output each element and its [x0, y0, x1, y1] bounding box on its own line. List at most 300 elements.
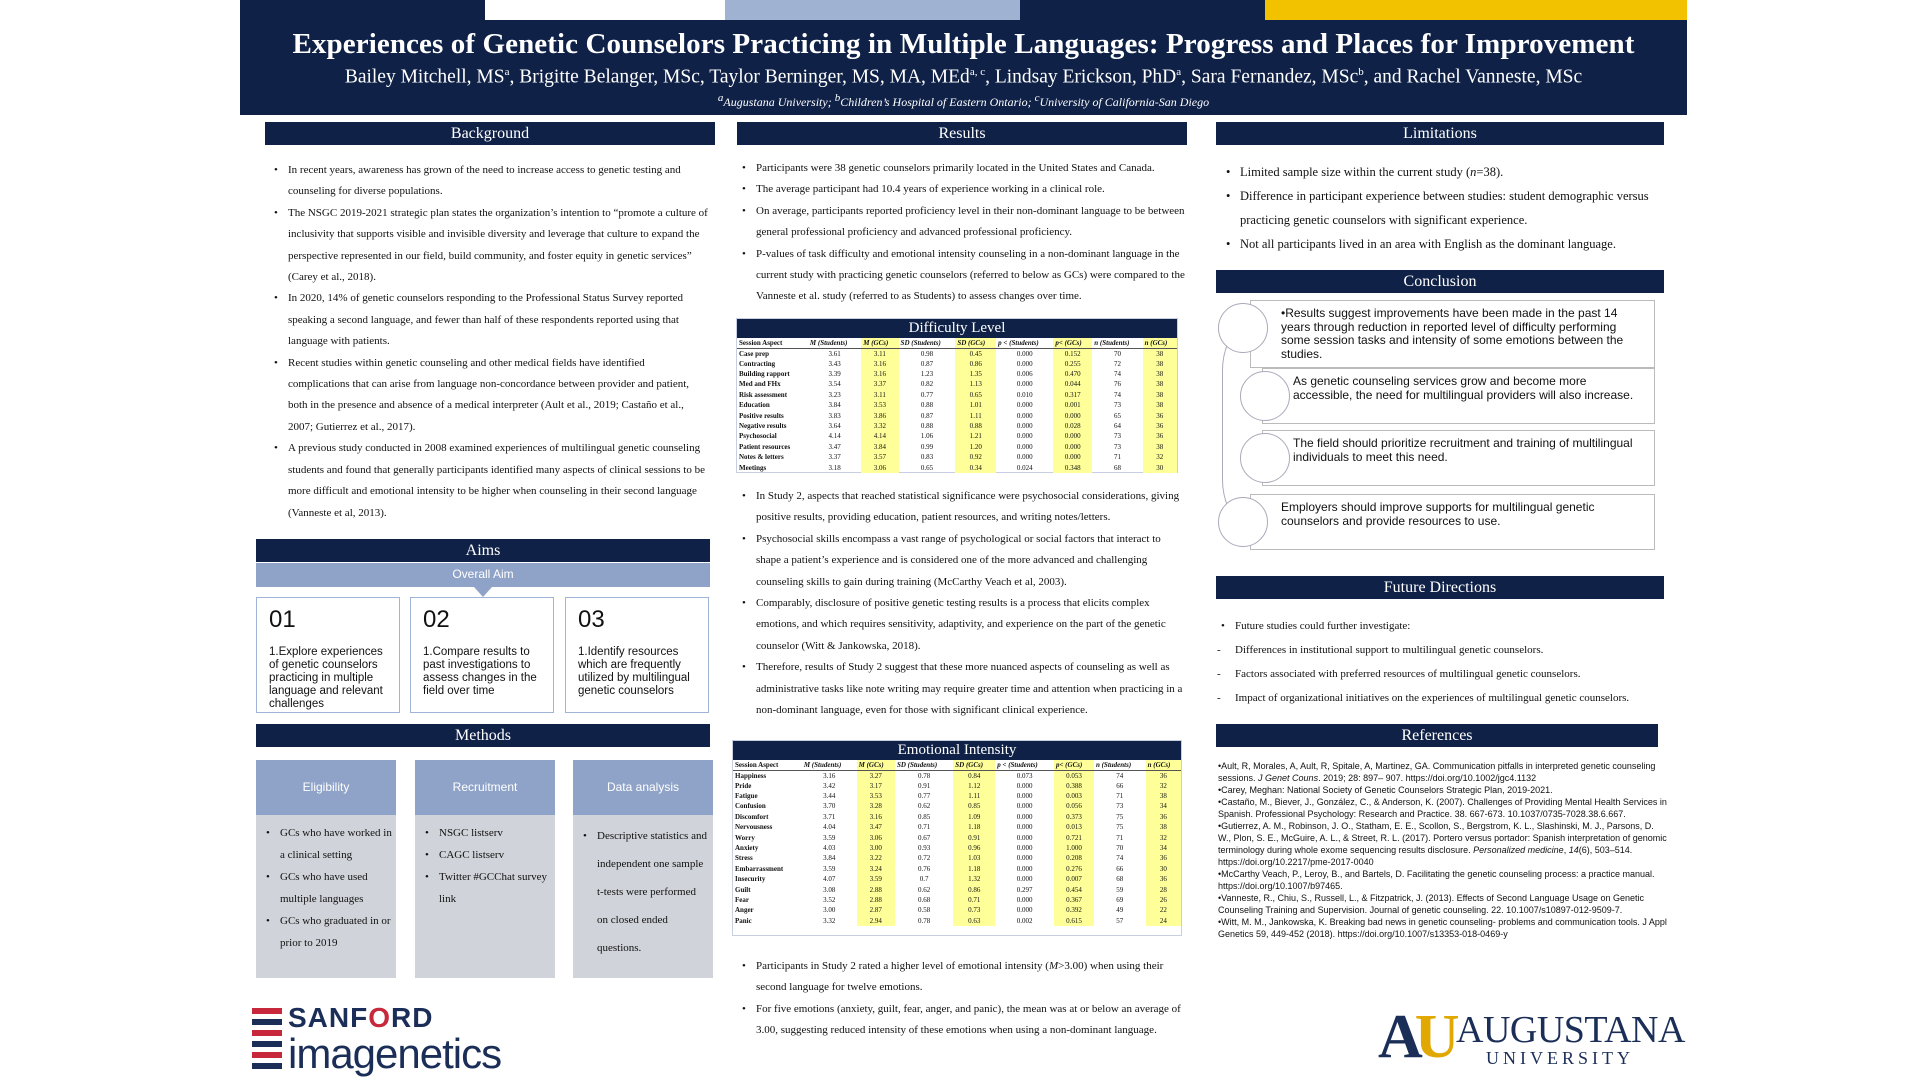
table-header-cell: M (GCs) — [861, 338, 898, 348]
table-cell: 3.32 — [861, 421, 898, 431]
background-bullet: • The NSGC 2019-2021 strategic plan states the organization’s intention to “promote a culture of inclusivity that supports visible and invisible diversity and leverage that culture to expand the perspective represented in our field, build community, and foster equity in genetic services” (Carey et al., 2018). — [268, 203, 708, 289]
table-cell: 3.22 — [857, 853, 895, 863]
header-stripe-4 — [1020, 0, 1265, 20]
table-cell: 4.04 — [823, 823, 836, 832]
table-cell: 0.000 — [1016, 792, 1033, 801]
table-cell: 0.392 — [1054, 905, 1094, 915]
table-cell: 0.62 — [917, 885, 931, 894]
table-cell: 1.12 — [953, 781, 995, 791]
results-mid-bullet: • Comparably, disclosure of positive genetic testing results is a process that elicits complex emotions, and which requires sensitivity, adaptivity, and experience on the part of the genetic counselor (Witt & Jankowska, 2018). — [736, 593, 1186, 657]
table-cell: 3.16 — [861, 359, 898, 369]
table-cell: 3.59 — [823, 864, 836, 873]
table-cell: 0.024 — [1016, 463, 1033, 472]
table-cell: 3.47 — [828, 442, 841, 451]
future-item: - Impact of organizational initiatives on the experiences of multilingual genetic counselors. — [1215, 686, 1665, 710]
conclusion-item: •Results suggest improvements have been made in the past 14 years through reduction in reported level of difficulty performing some session tasks and intensity of some emotions between the studies. — [1250, 300, 1655, 368]
table-cell: 0.34 — [955, 462, 996, 472]
table-header-cell: SD (Students) — [899, 338, 956, 348]
emotional-row — [733, 781, 1181, 791]
methods-item: • GCs who graduated in or prior to 2019 — [260, 910, 392, 954]
table-cell: 0.000 — [1053, 452, 1092, 462]
table-cell: 71 — [1116, 833, 1124, 842]
conclusion-marker-icon — [1240, 433, 1290, 483]
table-cell: 1.20 — [955, 442, 996, 452]
table-cell: 36 — [1146, 874, 1181, 884]
aim-number: 03 — [578, 606, 605, 633]
conclusion-heading: Conclusion — [1216, 270, 1664, 293]
table-cell: 0.88 — [920, 401, 934, 410]
limitations-heading: Limitations — [1216, 122, 1664, 145]
sanford-text-2: RD — [391, 1002, 434, 1033]
sanford-imagenetics-logo — [250, 1002, 510, 1080]
table-cell: Positive results — [739, 411, 784, 420]
methods-heading: Methods — [256, 724, 710, 747]
emotional-table — [733, 760, 1181, 926]
table-cell: 74 — [1116, 771, 1124, 780]
table-cell: 38 — [1146, 822, 1181, 832]
table-cell: 72 — [1113, 359, 1121, 368]
table-cell: 32 — [1146, 832, 1181, 842]
augustana-name: AUGUSTANA — [1456, 1009, 1685, 1051]
table-cell: 73 — [1113, 442, 1121, 451]
conclusion-marker-icon — [1240, 371, 1290, 421]
reference-item: •Gutierrez, A. M., Robinson, J. O., Statham, E. E., Scollon, S., Bergstrom, K. L., Slashinski, M. J., Parsons, D. W., Plon, S. E., McGuire, A. L., & Street, R. L. (2017). Portero versus portador: Spanish interpretation of genomic terminology during whole exome sequencing results disclosure. Personalized medicine, 14(6), 503–514. https://doi.org/10.2217/pme-2017-0040 — [1218, 821, 1667, 867]
difficulty-row — [737, 421, 1177, 431]
table-cell: 3.53 — [857, 791, 895, 801]
table-cell: 66 — [1116, 781, 1124, 790]
table-cell: 0.001 — [1053, 400, 1092, 410]
table-cell: 3.53 — [861, 400, 898, 410]
aim-text: 1.Identify resources which are frequently utilized by multilingual genetic counselors — [578, 646, 690, 697]
table-cell: 0.000 — [1053, 410, 1092, 420]
emotional-row — [733, 832, 1181, 842]
table-cell: 1.35 — [955, 369, 996, 379]
table-cell: 36 — [1146, 770, 1181, 781]
background-bullet: • In 2020, 14% of genetic counselors responding to the Professional Status Survey reported speaking a second language, and fewer than half of these respondents reported using that language with patients. — [268, 288, 708, 352]
methods-item: • CAGC listserv — [419, 844, 551, 866]
table-cell: 0.000 — [1016, 895, 1033, 904]
table-cell: 0.92 — [955, 452, 996, 462]
table-header-cell: p < (Students) — [995, 760, 1054, 770]
table-cell: Case prep — [739, 349, 770, 358]
future-item: - Factors associated with preferred resources of multilingual genetic counselors. — [1215, 662, 1665, 686]
table-cell: 0.76 — [917, 864, 931, 873]
aim-box-01 — [256, 597, 400, 713]
table-cell: 3.23 — [828, 390, 841, 399]
methods-item: • GCs who have used multiple languages — [260, 866, 392, 910]
future-bullets — [1215, 614, 1665, 710]
table-header-cell: Session Aspect — [733, 760, 802, 770]
table-cell: 38 — [1143, 359, 1177, 369]
table-header-cell: M (Students) — [808, 338, 861, 348]
table-cell: 73 — [1116, 802, 1124, 811]
table-cell: 0.45 — [955, 348, 996, 359]
table-cell: 3.71 — [823, 812, 836, 821]
table-cell: 2.87 — [857, 905, 895, 915]
table-cell: 38 — [1146, 791, 1181, 801]
table-cell: 0.7 — [919, 875, 929, 884]
augustana-monogram-a: A — [1378, 1003, 1423, 1071]
table-cell: 32 — [1143, 452, 1177, 462]
results-end-bullet: • Participants in Study 2 rated a higher level of emotional intensity (M>3.00) when using their second language for twelve emotions. — [736, 956, 1191, 999]
results-intro-bullets — [736, 158, 1186, 308]
table-cell: 0.276 — [1054, 864, 1094, 874]
table-cell: 0.85 — [953, 801, 995, 811]
table-cell: 68 — [1113, 463, 1121, 472]
table-cell: 0.367 — [1054, 895, 1094, 905]
table-cell: 3.52 — [823, 895, 836, 904]
aim-box-03 — [565, 597, 709, 713]
table-cell: 0.073 — [1016, 771, 1033, 780]
table-cell: 0.91 — [953, 832, 995, 842]
table-cell: 2.88 — [857, 895, 895, 905]
table-cell: 0.000 — [1016, 432, 1033, 441]
table-cell: 3.28 — [857, 801, 895, 811]
table-header-cell: p< (GCs) — [1054, 760, 1094, 770]
table-cell: 3.59 — [857, 874, 895, 884]
table-cell: 0.470 — [1053, 369, 1092, 379]
table-cell: 36 — [1143, 421, 1177, 431]
table-cell: 1.18 — [953, 822, 995, 832]
background-bullet: • A previous study conducted in 2008 examined experiences of multilingual genetic counseling students and found that generally participants identified many aspects of clinical sessions to be more difficult and emotional intensity to be higher when counseling in their second language (Vanneste et al, 2013). — [268, 438, 708, 524]
aim-number: 02 — [423, 606, 450, 633]
table-cell: Med and FHx — [739, 380, 781, 389]
difficulty-row — [737, 431, 1177, 441]
table-cell: 22 — [1146, 905, 1181, 915]
table-cell: 38 — [1143, 348, 1177, 359]
table-cell: 26 — [1146, 895, 1181, 905]
augustana-subtitle: UNIVERSITY — [1486, 1048, 1634, 1068]
table-cell: 3.00 — [857, 843, 895, 853]
table-cell: 1.11 — [955, 410, 996, 420]
table-cell: 0.000 — [1016, 401, 1033, 410]
table-cell: 30 — [1143, 462, 1177, 472]
table-cell: 0.73 — [953, 905, 995, 915]
table-cell: 59 — [1116, 885, 1124, 894]
imagenetics-wordmark: imagenetics — [288, 1030, 502, 1077]
limitations-bullet: • Limited sample size within the current study (n=38). — [1220, 160, 1660, 184]
augustana-monogram-u: U — [1414, 1003, 1460, 1071]
table-cell: 0.88 — [920, 422, 934, 431]
table-cell: 36 — [1143, 410, 1177, 420]
table-cell: 3.00 — [823, 906, 836, 915]
table-cell: 0.87 — [920, 359, 934, 368]
table-cell: 3.06 — [857, 832, 895, 842]
table-cell: 0.96 — [953, 843, 995, 853]
table-header-cell: n (GCs) — [1143, 338, 1177, 348]
table-cell: Panic — [735, 916, 752, 925]
table-cell: 3.16 — [861, 369, 898, 379]
table-cell: 3.44 — [823, 792, 836, 801]
table-cell: 0.83 — [920, 453, 934, 462]
emotional-row — [733, 905, 1181, 915]
difficulty-row — [737, 379, 1177, 389]
table-cell: 0.348 — [1053, 462, 1092, 472]
conclusion-marker-icon — [1218, 497, 1268, 547]
table-cell: 73 — [1113, 432, 1121, 441]
table-cell: 1.11 — [953, 791, 995, 801]
table-cell: 71 — [1116, 792, 1124, 801]
table-header-cell: n (Students) — [1094, 760, 1146, 770]
table-cell: 0.255 — [1053, 359, 1092, 369]
table-cell: 0.000 — [1016, 823, 1033, 832]
methods-column-data-analysis — [573, 760, 713, 978]
table-cell: 3.83 — [828, 411, 841, 420]
emotional-row — [733, 853, 1181, 863]
table-cell: 32 — [1146, 781, 1181, 791]
overall-aim-label: Overall Aim — [452, 567, 514, 581]
table-cell: 0.002 — [1016, 916, 1033, 925]
table-cell: 1.13 — [955, 379, 996, 389]
poster-affiliations: $^a$Augustana University; $^b$Children’s Hospital of Eastern Ontario; $^c$University of California-San Diego — [717, 91, 1210, 109]
table-cell: 0.65 — [920, 463, 934, 472]
table-cell: 3.64 — [828, 422, 841, 431]
table-cell: 0.056 — [1054, 801, 1094, 811]
table-cell: 3.47 — [857, 822, 895, 832]
table-cell: 1.000 — [1054, 843, 1094, 853]
emotional-row — [733, 770, 1181, 781]
table-cell: 0.71 — [917, 823, 931, 832]
conclusion-item: Employers should improve supports for multilingual genetic counselors and provide resources to use. — [1250, 494, 1655, 550]
table-cell: 0.208 — [1054, 853, 1094, 863]
table-cell: 3.16 — [823, 771, 836, 780]
table-cell: 64 — [1113, 422, 1121, 431]
methods-column-eligibility — [256, 760, 396, 978]
aim-box-02 — [410, 597, 554, 713]
emotional-row — [733, 884, 1181, 894]
table-cell: 0.000 — [1053, 431, 1092, 441]
emotional-table-title: Emotional Intensity — [733, 741, 1181, 760]
results-intro-bullet: • Participants were 38 genetic counselors primarily located in the United States and Canada. — [736, 158, 1186, 179]
methods-item: • NSGC listserv — [419, 822, 551, 844]
poster-header — [240, 20, 1687, 115]
emotional-row — [733, 801, 1181, 811]
table-cell: Anxiety — [735, 844, 759, 853]
reference-item: •Ault, R, Morales, A, Ault, R, Spitale, A, Martinez, GA. Communication pitfalls in interpreted genetic counseling sessions. J Genet Couns. 2019; 28: 897– 907. https://doi.org/10.1002/jgc4.1132 — [1218, 761, 1656, 783]
table-cell: 0.86 — [953, 884, 995, 894]
table-cell: 75 — [1116, 812, 1124, 821]
conclusion-item: The field should prioritize recruitment and training of multilingual individuals to meet this need. — [1262, 430, 1655, 486]
table-cell: Negative results — [739, 422, 787, 431]
table-cell: 0.62 — [917, 802, 931, 811]
table-cell: Meetings — [739, 463, 767, 472]
table-cell: 4.14 — [828, 432, 841, 441]
table-cell: 0.88 — [955, 421, 996, 431]
references-heading: References — [1216, 724, 1658, 747]
table-cell: Embarrassment — [735, 864, 784, 873]
future-item: - Differences in institutional support to multilingual genetic counselors. — [1215, 638, 1665, 662]
table-cell: 3.59 — [823, 833, 836, 842]
table-cell: 38 — [1143, 390, 1177, 400]
table-header-cell: n (GCs) — [1146, 760, 1181, 770]
table-cell: 71 — [1113, 453, 1121, 462]
table-cell: 3.11 — [861, 348, 898, 359]
table-cell: 0.000 — [1016, 442, 1033, 451]
table-cell: Notes & letters — [739, 453, 784, 462]
table-cell: Contracting — [739, 359, 776, 368]
limitations-bullets — [1220, 160, 1660, 256]
header-stripe-1 — [240, 0, 485, 20]
dna-helix-icon — [250, 1004, 284, 1076]
table-cell: 30 — [1146, 864, 1181, 874]
aims-heading: Aims — [256, 539, 710, 562]
emotional-row — [733, 895, 1181, 905]
table-header-cell: SD (Students) — [895, 760, 953, 770]
background-bullet: • Recent studies within genetic counseling and other medical fields have identified complications that can arise from language non-concordance between provider and patient, both in the presence and absence of a medical interpreter (Ault et al., 2019; Castaño et al., 2007; Gutierrez et al., 2017). — [268, 353, 708, 439]
table-cell: 24 — [1146, 916, 1181, 926]
table-cell: 66 — [1116, 864, 1124, 873]
table-cell: 0.78 — [917, 916, 931, 925]
table-cell: Pride — [735, 781, 752, 790]
methods-column-title: Eligibility — [256, 760, 396, 815]
table-cell: 0.000 — [1016, 349, 1033, 358]
table-cell: 1.18 — [953, 864, 995, 874]
difficulty-table — [737, 338, 1177, 473]
table-cell: 0.000 — [1016, 359, 1033, 368]
results-intro-bullet: • The average participant had 10.4 years of experience working in a clinical role. — [736, 179, 1186, 200]
table-cell: 0.99 — [920, 442, 934, 451]
table-cell: 0.68 — [917, 895, 931, 904]
table-cell: 3.06 — [861, 462, 898, 472]
reference-item: •Witt, M. M., Jankowska, K. Breaking bad news in genetic counseling- problems and communication tools. J Appl Genetics 59, 449-452 (2018). https://doi.org/10.1007/s13353-018-0469-y — [1218, 917, 1667, 939]
table-cell: Discomfort — [735, 812, 769, 821]
difficulty-row — [737, 369, 1177, 379]
future-heading: Future Directions — [1216, 576, 1664, 599]
table-cell: 3.11 — [861, 390, 898, 400]
table-cell: 0.000 — [1053, 442, 1092, 452]
difficulty-row — [737, 390, 1177, 400]
table-cell: 0.152 — [1053, 348, 1092, 359]
table-cell: 3.39 — [828, 370, 841, 379]
table-cell: 70 — [1116, 844, 1124, 853]
difficulty-row — [737, 410, 1177, 420]
difficulty-row — [737, 348, 1177, 359]
table-cell: 0.615 — [1054, 916, 1094, 926]
augustana-university-logo — [1378, 1003, 1685, 1080]
table-cell: 0.93 — [917, 844, 931, 853]
table-header-cell: p < (Students) — [996, 338, 1053, 348]
aim-number: 01 — [269, 606, 296, 633]
difficulty-row — [737, 452, 1177, 462]
table-cell: 68 — [1116, 875, 1124, 884]
table-cell: 0.000 — [1016, 802, 1033, 811]
table-cell: 1.23 — [920, 370, 934, 379]
table-cell: Worry — [735, 833, 755, 842]
difficulty-table-box — [736, 318, 1178, 473]
background-bullets — [268, 160, 708, 524]
methods-column-title: Recruitment — [415, 760, 555, 815]
table-header-cell: SD (GCs) — [955, 338, 996, 348]
table-cell: 0.85 — [917, 812, 931, 821]
table-cell: Stress — [735, 854, 753, 863]
results-heading: Results — [737, 122, 1187, 145]
header-stripe-3 — [725, 0, 1020, 20]
emotional-table-box — [732, 740, 1182, 936]
table-cell: 0.007 — [1054, 874, 1094, 884]
table-cell: Building rapport — [739, 370, 790, 379]
table-cell: 74 — [1113, 390, 1121, 399]
table-cell: 0.028 — [1053, 421, 1092, 431]
table-cell: 0.373 — [1054, 812, 1094, 822]
table-cell: 36 — [1143, 431, 1177, 441]
table-cell: 38 — [1143, 379, 1177, 389]
difficulty-table-title: Difficulty Level — [737, 319, 1177, 338]
results-end-bullet: • For five emotions (anxiety, guilt, fear, anger, and panic), the mean was at or below an average of 3.00, suggesting reduced intensity of these emotions when using a non-dominant language. — [736, 999, 1191, 1042]
emotional-row — [733, 791, 1181, 801]
table-cell: 0.98 — [920, 349, 934, 358]
table-cell: 3.61 — [828, 349, 841, 358]
table-cell: 2.88 — [857, 884, 895, 894]
table-cell: 4.03 — [823, 844, 836, 853]
table-cell: 75 — [1116, 823, 1124, 832]
table-cell: 57 — [1116, 916, 1124, 925]
table-cell: 28 — [1146, 884, 1181, 894]
table-cell: 0.65 — [955, 390, 996, 400]
table-cell: 1.21 — [955, 431, 996, 441]
table-cell: 0.000 — [1016, 906, 1033, 915]
table-cell: Fatigue — [735, 792, 758, 801]
table-cell: 0.58 — [917, 906, 931, 915]
table-cell: 38 — [1143, 400, 1177, 410]
table-cell: 2.94 — [857, 916, 895, 926]
table-cell: 0.006 — [1016, 370, 1033, 379]
table-cell: 0.000 — [1016, 864, 1033, 873]
table-cell: 0.000 — [1016, 453, 1033, 462]
table-cell: 3.84 — [861, 442, 898, 452]
methods-column-list — [419, 822, 551, 910]
table-cell: 36 — [1146, 853, 1181, 863]
background-bullet: • In recent years, awareness has grown of the need to increase access to genetic testing and counseling for diverse populations. — [268, 160, 708, 203]
table-cell: 0.297 — [1016, 885, 1033, 894]
table-cell: 3.37 — [828, 453, 841, 462]
table-cell: 1.01 — [955, 400, 996, 410]
header-stripe-2 — [485, 0, 725, 20]
table-cell: 0.044 — [1053, 379, 1092, 389]
table-cell: 3.84 — [828, 401, 841, 410]
table-cell: 0.000 — [1016, 380, 1033, 389]
table-cell: 4.14 — [861, 431, 898, 441]
table-cell: 0.000 — [1016, 812, 1033, 821]
difficulty-row — [737, 462, 1177, 472]
overall-aim-bar — [256, 563, 710, 587]
table-cell: 3.18 — [828, 463, 841, 472]
poster-title: Experiences of Genetic Counselors Practicing in Multiple Languages: Progress and Places for Improvement — [292, 28, 1635, 60]
emotional-row — [733, 864, 1181, 874]
table-cell: 0.000 — [1016, 844, 1033, 853]
table-cell: 1.32 — [953, 874, 995, 884]
table-cell: 3.32 — [823, 916, 836, 925]
table-cell: 3.24 — [857, 864, 895, 874]
future-intro: • Future studies could further investigate: — [1215, 614, 1665, 638]
table-cell: 0.87 — [920, 411, 934, 420]
table-cell: 0.003 — [1054, 791, 1094, 801]
table-cell: 3.57 — [861, 452, 898, 462]
table-cell: Psychosocial — [739, 432, 777, 441]
reference-item: •Castaño, M., Biever, J., González, C., & Anderson, K. (2007). Challenges of Providing Mental Health Services in Spanish. Professional Psychology: Research and Practice. 38. 667-673. 10.1037/0735-7028.38.6.667. — [1218, 797, 1667, 819]
table-cell: 3.86 — [861, 410, 898, 420]
methods-column-recruitment — [415, 760, 555, 978]
emotional-row — [733, 812, 1181, 822]
table-cell: 0.000 — [1016, 411, 1033, 420]
sanford-text-1: SANF — [288, 1002, 369, 1033]
table-cell: 1.03 — [953, 853, 995, 863]
table-header-cell: M (GCs) — [857, 760, 895, 770]
table-cell: 3.27 — [857, 770, 895, 781]
table-cell: 0.72 — [917, 854, 931, 863]
aim-text: 1.Compare results to past investigations to assess changes in the field over time — [423, 646, 537, 697]
table-cell: 38 — [1143, 369, 1177, 379]
results-intro-bullet: • On average, participants reported proficiency level in their non-dominant language to be between general professional proficiency and advanced professional proficiency. — [736, 201, 1186, 244]
